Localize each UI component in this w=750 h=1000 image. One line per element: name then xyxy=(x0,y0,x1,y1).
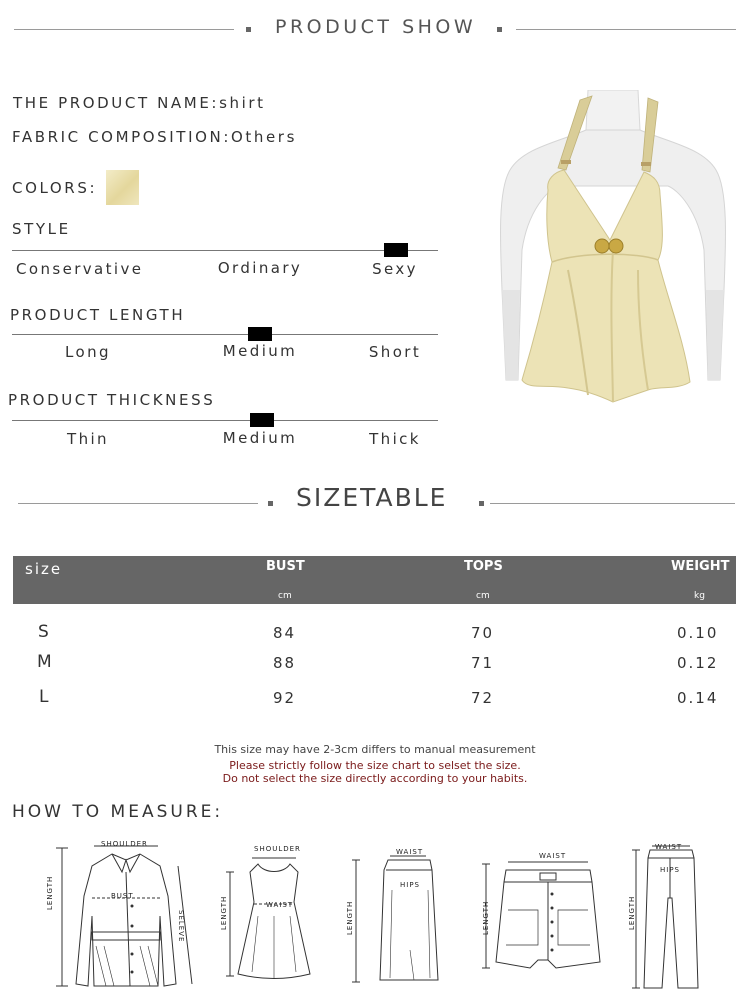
note-habits: Do not select the size directly according to your habits. xyxy=(222,772,528,785)
fabric-value: Others xyxy=(230,128,297,146)
cell-bust: 84 xyxy=(273,624,297,642)
cell-tops: 71 xyxy=(471,654,495,672)
jacket-shoulder-label: SHOULDER xyxy=(101,840,148,848)
product-show-title: PRODUCT SHOW xyxy=(275,16,477,38)
cell-weight: 0.10 xyxy=(677,624,719,642)
skirt-hips-label: HIPS xyxy=(400,881,420,889)
style-label: STYLE xyxy=(12,220,71,238)
style-marker xyxy=(384,243,408,257)
color-swatch[interactable] xyxy=(106,170,139,205)
unit-weight: kg xyxy=(694,591,705,601)
unit-bust: cm xyxy=(278,591,292,601)
pants-waist-label: WAIST xyxy=(655,843,683,851)
thickness-option-thin: Thin xyxy=(67,430,109,448)
note-follow-chart: Please strictly follow the size chart to selset the size. xyxy=(229,759,521,772)
sizetable-title: SIZETABLE xyxy=(296,483,448,512)
pants-diagram xyxy=(628,842,708,994)
thickness-label: PRODUCT THICKNESS xyxy=(8,391,216,409)
pants-hips-label: HIPS xyxy=(660,866,680,874)
skirt-length-label: LENGTH xyxy=(346,900,354,935)
note-measurement: This size may have 2-3cm differs to manual measurement xyxy=(214,743,536,756)
jacket-bust-label: BUST xyxy=(111,892,134,900)
header-line-left xyxy=(14,29,234,30)
length-option-short: Short xyxy=(368,343,422,361)
product-name-value: shirt xyxy=(219,94,266,112)
skirt-diagram xyxy=(350,850,450,990)
cell-size: S xyxy=(38,622,51,642)
header-dot-right xyxy=(497,27,502,32)
style-scale-line xyxy=(12,250,438,251)
shorts-length-label: LENGTH xyxy=(482,900,490,935)
cell-bust: 88 xyxy=(273,654,297,672)
header-dot-left xyxy=(246,27,251,32)
style-option-sexy: Sexy xyxy=(372,260,418,278)
fabric-label: FABRIC COMPOSITION: xyxy=(12,128,231,146)
product-photo xyxy=(488,90,738,465)
jacket-sleeve-label: SELEVE xyxy=(177,910,185,943)
skirt-waist-label: WAIST xyxy=(396,848,424,856)
length-option-long: Long xyxy=(65,343,111,361)
dress-shoulder-label: SHOULDER xyxy=(254,845,301,853)
shorts-diagram xyxy=(478,850,608,975)
colors-label: COLORS: xyxy=(12,179,98,197)
length-marker xyxy=(248,327,272,341)
cell-weight: 0.14 xyxy=(677,689,719,707)
sizetable-line-left xyxy=(18,503,258,504)
th-size: size xyxy=(25,560,63,578)
thickness-scale-line xyxy=(12,420,438,421)
thickness-option-medium: Medium xyxy=(222,429,298,447)
length-option-medium: Medium xyxy=(222,342,298,360)
dress-diagram xyxy=(226,846,316,986)
sizetable-dot-left xyxy=(268,501,273,506)
header-line-right xyxy=(516,29,736,30)
length-scale-line xyxy=(12,334,438,335)
cell-tops: 72 xyxy=(471,689,495,707)
unit-tops: cm xyxy=(476,591,490,601)
sizetable-line-right xyxy=(490,503,735,504)
jacket-length-label: LENGTH xyxy=(46,875,54,910)
product-name-row xyxy=(13,94,266,112)
dress-waist-label: WAIST xyxy=(266,901,294,909)
length-label: PRODUCT LENGTH xyxy=(10,306,186,324)
size-table-header xyxy=(13,556,736,604)
style-option-ordinary: Ordinary xyxy=(217,259,303,277)
th-bust: BUST xyxy=(266,559,305,574)
fabric-row xyxy=(12,128,297,146)
th-tops: TOPS xyxy=(464,559,503,574)
cell-size: M xyxy=(37,652,54,672)
cell-tops: 70 xyxy=(471,624,495,642)
thickness-option-thick: Thick xyxy=(369,430,421,448)
thickness-marker xyxy=(250,413,274,427)
product-name-label: THE PRODUCT NAME: xyxy=(13,94,220,112)
cell-weight: 0.12 xyxy=(677,654,719,672)
dress-length-label: LENGTH xyxy=(220,895,228,930)
cell-bust: 92 xyxy=(273,689,297,707)
th-weight: WEIGHT xyxy=(671,559,730,574)
shorts-waist-label: WAIST xyxy=(539,852,567,860)
style-option-conservative: Conservative xyxy=(16,260,144,278)
sizetable-dot-right xyxy=(479,501,484,506)
cell-size: L xyxy=(39,687,51,707)
pants-length-label: LENGTH xyxy=(628,895,636,930)
how-to-measure-title: HOW TO MEASURE: xyxy=(12,802,224,822)
